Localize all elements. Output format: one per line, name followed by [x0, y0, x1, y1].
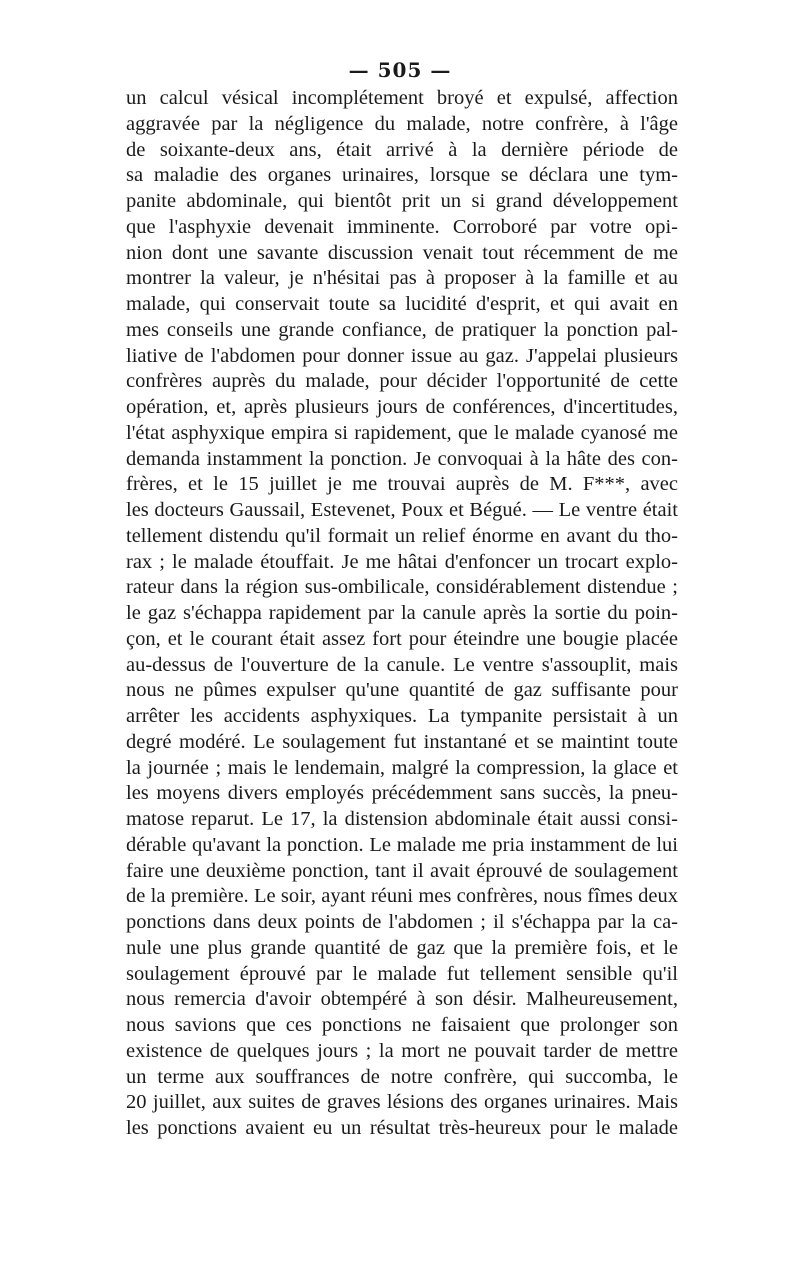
text-line: confrères auprès du malade, pour décider l'opportunité de cette: [126, 370, 678, 393]
text-line: de soixante-deux ans, était arrivé à la dernière période de: [126, 138, 678, 161]
text-line: le gaz s'échappa rapidement par la canule après la sortie du poin-: [126, 602, 678, 624]
text-line: malade, qui conservait toute sa lucidité d'esprit, et qui avait en: [126, 293, 678, 315]
text-line: nous ne pûmes expulser qu'une quantité de gaz suffisante pour: [126, 679, 678, 702]
text-line: çon, et le courant était assez fort pour éteindre une bougie placée: [126, 627, 678, 650]
page-number: — 505 —: [348, 58, 452, 82]
text-line: un calcul vésical incomplétement broyé et expulsé, affection: [126, 87, 678, 109]
text-line: la journée ; mais le lendemain, malgré la compression, la glace et: [126, 756, 678, 779]
text-line: mes conseils une grande confiance, de pratiquer la ponction pal-: [126, 318, 678, 341]
text-line: nous savions que ces ponctions ne faisaient que prolonger son: [126, 1014, 678, 1036]
text-line: panite abdominale, qui bientôt prit un si grand développement: [126, 190, 678, 212]
text-line: nule une plus grande quantité de gaz que la première fois, et le: [126, 936, 678, 959]
text-line: existence de quelques jours ; la mort ne pouvait tarder de mettre: [126, 1039, 678, 1062]
text-line: tellement distendu qu'il formait un relief énorme en avant du tho-: [126, 524, 678, 547]
text-line: 20 juillet, aux suites de graves lésions des organes urinaires. Mais: [126, 1091, 678, 1114]
text-line: nous remercia d'avoir obtempéré à son désir. Malheureusement,: [126, 988, 678, 1011]
text-line: rateur dans la région sus-ombilicale, considérablement distendue ;: [126, 576, 678, 599]
text-line: les moyens divers employés précédemment sans succès, la pneu-: [126, 782, 678, 805]
text-line: montrer la valeur, je n'hésitai pas à proposer à la famille et au: [126, 267, 678, 290]
text-line: l'état asphyxique empira si rapidement, que le malade cyanosé me: [126, 421, 678, 444]
body-text: [126, 86, 678, 1142]
text-line: nion dont une savante discussion venait tout récemment de me: [126, 241, 678, 264]
text-line: faire une deuxième ponction, tant il avait éprouvé de soulagement: [126, 859, 678, 882]
text-line: liative de l'abdomen pour donner issue au gaz. J'appelai plusieurs: [126, 344, 678, 367]
text-line: arrêter les accidents asphyxiques. La tympanite persistait à un: [126, 705, 678, 727]
text-line: ponctions dans deux points de l'abdomen ; il s'échappa par la ca-: [126, 911, 678, 933]
text-line: soulagement éprouvé par le malade fut tellement sensible qu'il: [126, 962, 678, 985]
text-line: rax ; le malade étouffait. Je me hâtai d'enfoncer un trocart explo-: [126, 550, 678, 573]
text-line: un terme aux souffrances de notre confrère, qui succomba, le: [126, 1065, 678, 1088]
text-line: aggravée par la négligence du malade, notre confrère, à l'âge: [126, 112, 678, 135]
text-line: dérable qu'avant la ponction. Le malade me pria instamment de lui: [126, 833, 678, 856]
text-line: opération, et, après plusieurs jours de conférences, d'incertitudes,: [126, 396, 678, 418]
text-line: au-dessus de l'ouverture de la canule. Le ventre s'assouplit, mais: [126, 653, 678, 676]
text-line: matose reparut. Le 17, la distension abdominale était aussi consi-: [126, 808, 678, 830]
text-line: demanda instamment la ponction. Je convoquai à la hâte des con-: [126, 447, 678, 470]
text-line: de la première. Le soir, ayant réuni mes confrères, nous fîmes deux: [126, 885, 678, 908]
text-line: les ponctions avaient eu un résultat très-heureux pour le malade: [126, 1117, 678, 1139]
text-line: les docteurs Gaussail, Estevenet, Poux et Bégué. — Le ventre était: [126, 499, 678, 521]
text-line: sa maladie des organes urinaires, lorsque se déclara une tym-: [126, 164, 678, 187]
text-line: que l'asphyxie devenait imminente. Corroboré par votre opi-: [126, 215, 678, 238]
text-line: frères, et le 15 juillet je me trouvai auprès de M. F***, avec: [126, 473, 678, 496]
text-line: degré modéré. Le soulagement fut instantané et se maintint toute: [126, 730, 678, 753]
